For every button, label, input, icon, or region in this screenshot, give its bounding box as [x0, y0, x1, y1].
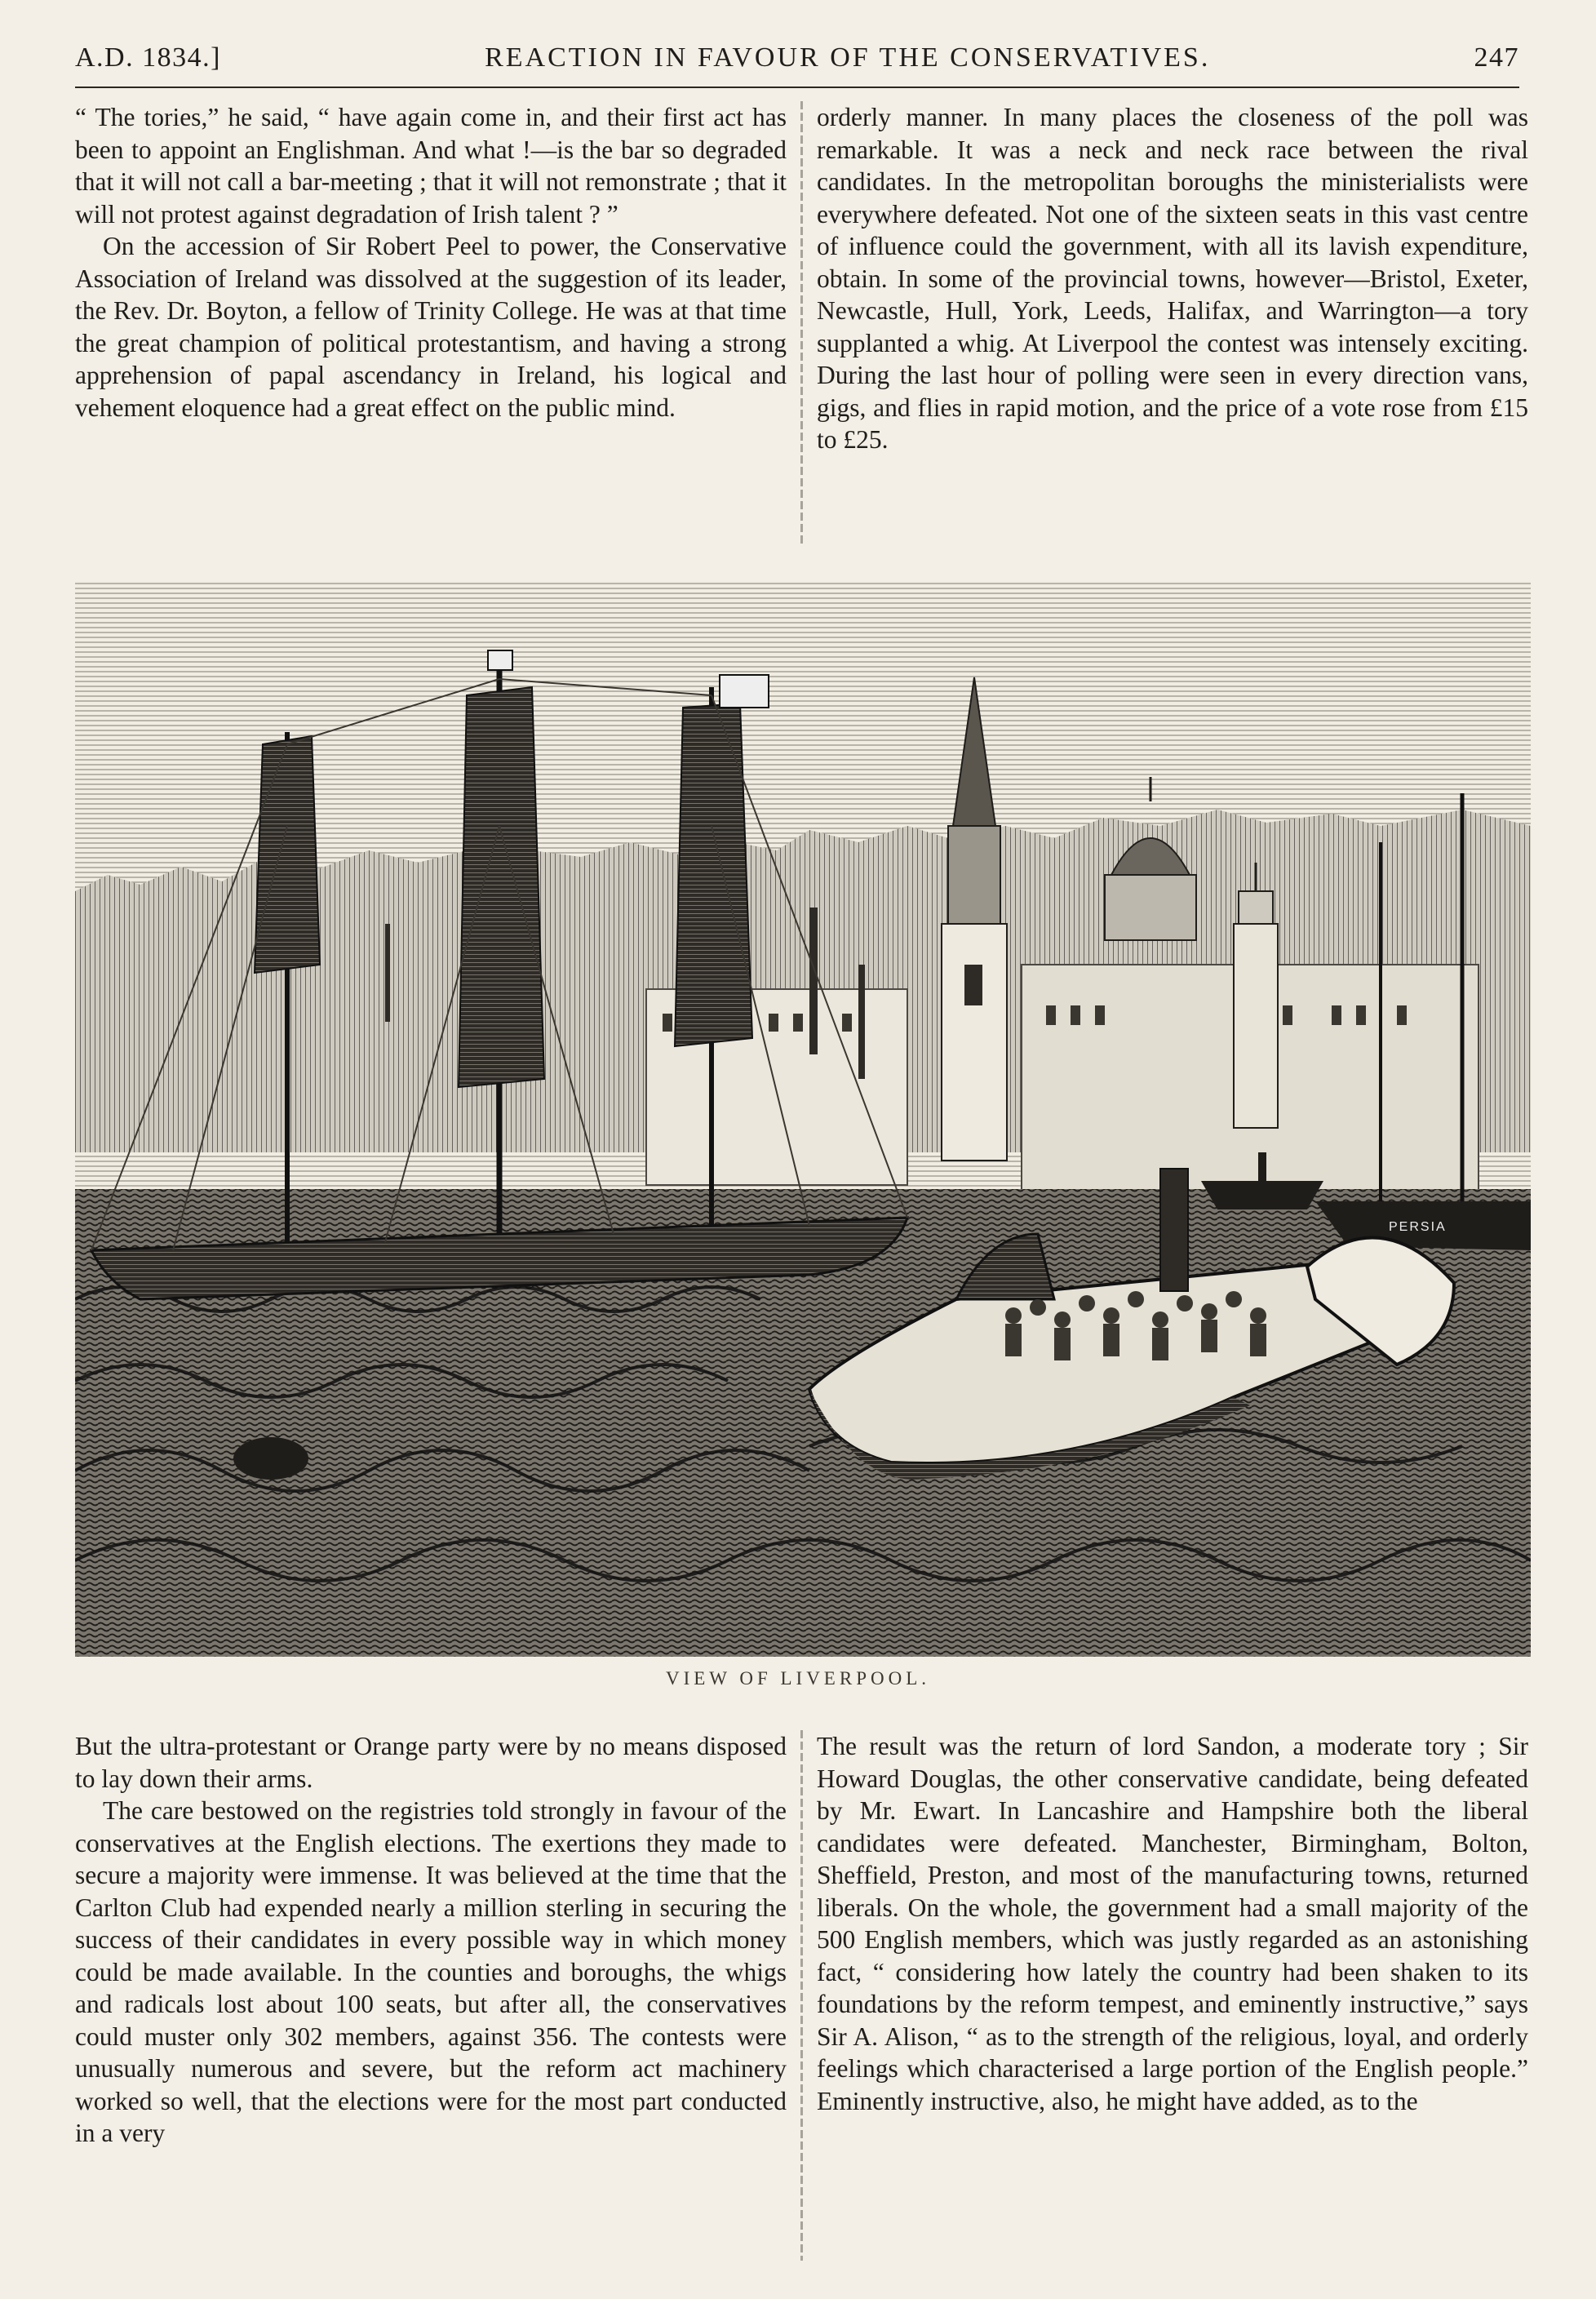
running-header [75, 42, 1519, 83]
header-title: REACTION IN FAVOUR OF THE CONSERVATIVES. [485, 42, 1211, 73]
ship-name-label: PERSIA [1389, 1220, 1447, 1234]
engraving-view-of-liverpool [75, 581, 1531, 1657]
bottom-text-columns [75, 1730, 1531, 2261]
top-left-column [75, 101, 787, 546]
header-rule [75, 87, 1519, 88]
header-date: A.D. 1834.] [75, 42, 221, 73]
buoy [233, 1437, 308, 1480]
clock-tower [1234, 863, 1278, 1128]
paragraph: The result was the return of lord Sandon, a moderate tory ; Sir Howard Douglas, the other conservative candidate, being defeated by Mr. Ewart. In Lancashire and Hampshire both the liberal candidates were defeated. Manchester, Birmingham, Bolton, Sheffield, Preston, and most of the manufacturing towns, returned liberals. On the whole, the government had a small majority of the 500 English members, which was justly regarded as an astonishing fact, “ considering how lately the country had been shaken to its foundations by the reform tempest, and eminently instructive,” says Sir A. Alison, “ as to the strength of the religious, loyal, and orderly feelings which characterised a large portion of the English people.” Eminently instructive, also, he might have added, as to the [817, 1732, 1528, 2115]
top-right-column [817, 101, 1528, 546]
column-divider [800, 1730, 803, 2261]
page-number: 247 [1474, 42, 1519, 73]
bottom-left-column [75, 1730, 787, 2261]
paragraph: “ The tories,” he said, “ have again come in, and their first act has been to appoint an Englishman. And what !—is the bar so degraded that it will not call a bar-meeting ; that it will not remonstrate ; that it will not protest against degradation of Irish talent ? ” [75, 103, 787, 229]
engraving-illustration [75, 581, 1531, 1657]
figure-caption: VIEW OF LIVERPOOL. [665, 1668, 931, 1689]
top-text-columns [75, 101, 1531, 546]
paragraph: On the accession of Sir Robert Peel to power, the Conservative Association of Ireland was dissolved at the suggestion of its leader, the Rev. Dr. Boyton, a fellow of Trinity College. He was at that time the great champion of political protestantism, and having a strong apprehension of papal ascendancy in Ireland, his logical and vehement eloquence had a great effect on the public mind. [75, 232, 787, 422]
bottom-right-column [817, 1730, 1528, 2261]
paragraph: The care bestowed on the registries told strongly in favour of the conservatives at the English elections. The exertions they made to secure a majority were immense. It was believed at the time that the Carlton Club had expended nearly a million sterling in securing the success of their candidates in every possible way in which money could be made available. In the counties and boroughs, the whigs and radicals lost about 100 seats, but after all, the conservatives could muster only 302 members, against 356. The contests were unusually numerous and severe, but the reform act machinery worked so well, that the elections were for the most part conducted in a very [75, 1796, 787, 2147]
paragraph: orderly manner. In many places the closeness of the poll was remarkable. It was a neck and neck race between the rival candidates. In the metropolitan boroughs the ministerialists were everywhere defeated. Not one of the sixteen seats in this vast centre of influence could the government, with all its lavish expenditure, obtain. In some of the provincial towns, however—Bristol, Exeter, Newcastle, Hull, York, Leeds, Halifax, and Warrington—a tory supplanted a whig. At Liverpool the contest was intensely exciting. During the last hour of polling were seen in every direction vans, gigs, and flies in rapid motion, and the price of a vote rose from £15 to £25. [817, 103, 1528, 454]
column-divider [800, 101, 803, 546]
paragraph: But the ultra-protestant or Orange party were by no means disposed to lay down their arms. [75, 1732, 787, 1793]
